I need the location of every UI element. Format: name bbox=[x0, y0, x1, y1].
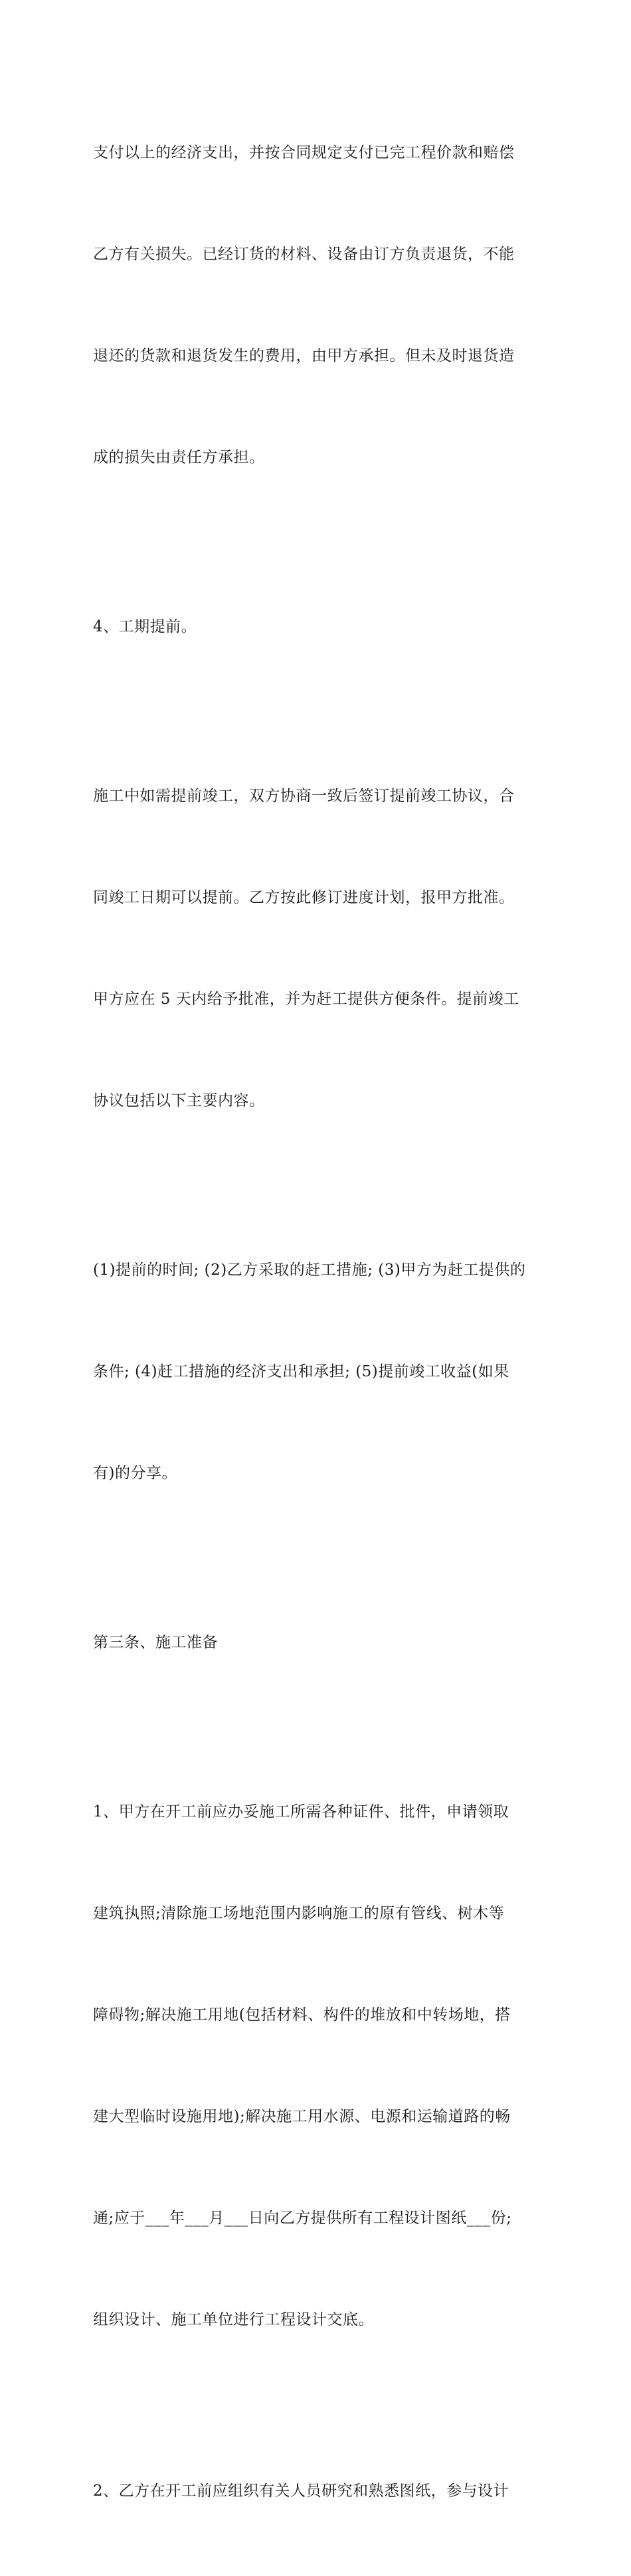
text-line: 退还的货款和退货发生的费用，由甲方承担。但未及时退货造 bbox=[93, 347, 515, 364]
text-line: 2、乙方在开工前应组织有关人员研究和熟悉图纸，参与设计 bbox=[93, 2482, 509, 2500]
paragraph-termination-costs bbox=[93, 68, 545, 542]
text-line: 第三条、施工准备 bbox=[93, 1634, 218, 1651]
text-line: 有)的分享。 bbox=[93, 1465, 177, 1482]
text-line: 条件; (4)赶工措施的经济支出和承担; (5)提前竣工收益(如果 bbox=[93, 1363, 509, 1380]
paragraph-agreement-contents bbox=[93, 1186, 545, 1558]
paragraph-early-completion bbox=[93, 712, 545, 1186]
heading-schedule-advance bbox=[93, 542, 545, 712]
document-page bbox=[93, 68, 545, 2576]
text-line: 4、工期提前。 bbox=[93, 618, 197, 635]
text-line: 同竣工日期可以提前。乙方按此修订进度计划，报甲方批准。 bbox=[93, 889, 515, 906]
text-line: 支付以上的经济支出，并按合同规定支付已完工程价款和赔偿 bbox=[93, 144, 515, 161]
paragraph-party-a-preparation bbox=[93, 1728, 545, 2405]
text-line: 障碍物;解决施工用地(包括材料、构件的堆放和中转场地，搭 bbox=[93, 2006, 511, 2024]
text-line: 成的损失由责任方承担。 bbox=[93, 449, 265, 466]
text-line: 协议包括以下主要内容。 bbox=[93, 1092, 265, 1109]
text-line: 甲方应在 5 天内给予批准，并为赶工提供方便条件。提前竣工 bbox=[93, 991, 519, 1008]
text-line: 施工中如需提前竣工，双方协商一致后签订提前竣工协议，合 bbox=[93, 787, 515, 805]
text-line: (1)提前的时间; (2)乙方采取的赶工措施; (3)甲方为赶工提供的 bbox=[93, 1261, 526, 1279]
text-line: 乙方有关损失。已经订货的材料、设备由订方负责退货，不能 bbox=[93, 246, 515, 263]
text-line: 组织设计、施工单位进行工程设计交底。 bbox=[93, 2311, 374, 2328]
text-line: 建筑执照;清除施工场地范围内影响施工的原有管线、树木等 bbox=[93, 1905, 505, 1922]
text-line: 1、甲方在开工前应办妥施工所需各种证件、批件，申请领取 bbox=[93, 1803, 509, 1820]
text-line: 通;应于___年___月___日向乙方提供所有工程设计图纸___份; bbox=[93, 2210, 512, 2227]
paragraph-party-b-preparation bbox=[93, 2407, 545, 2576]
heading-article-three bbox=[93, 1558, 545, 1728]
text-line: 建大型临时设施用地);解决施工用水源、电源和运输道路的畅 bbox=[93, 2108, 511, 2125]
